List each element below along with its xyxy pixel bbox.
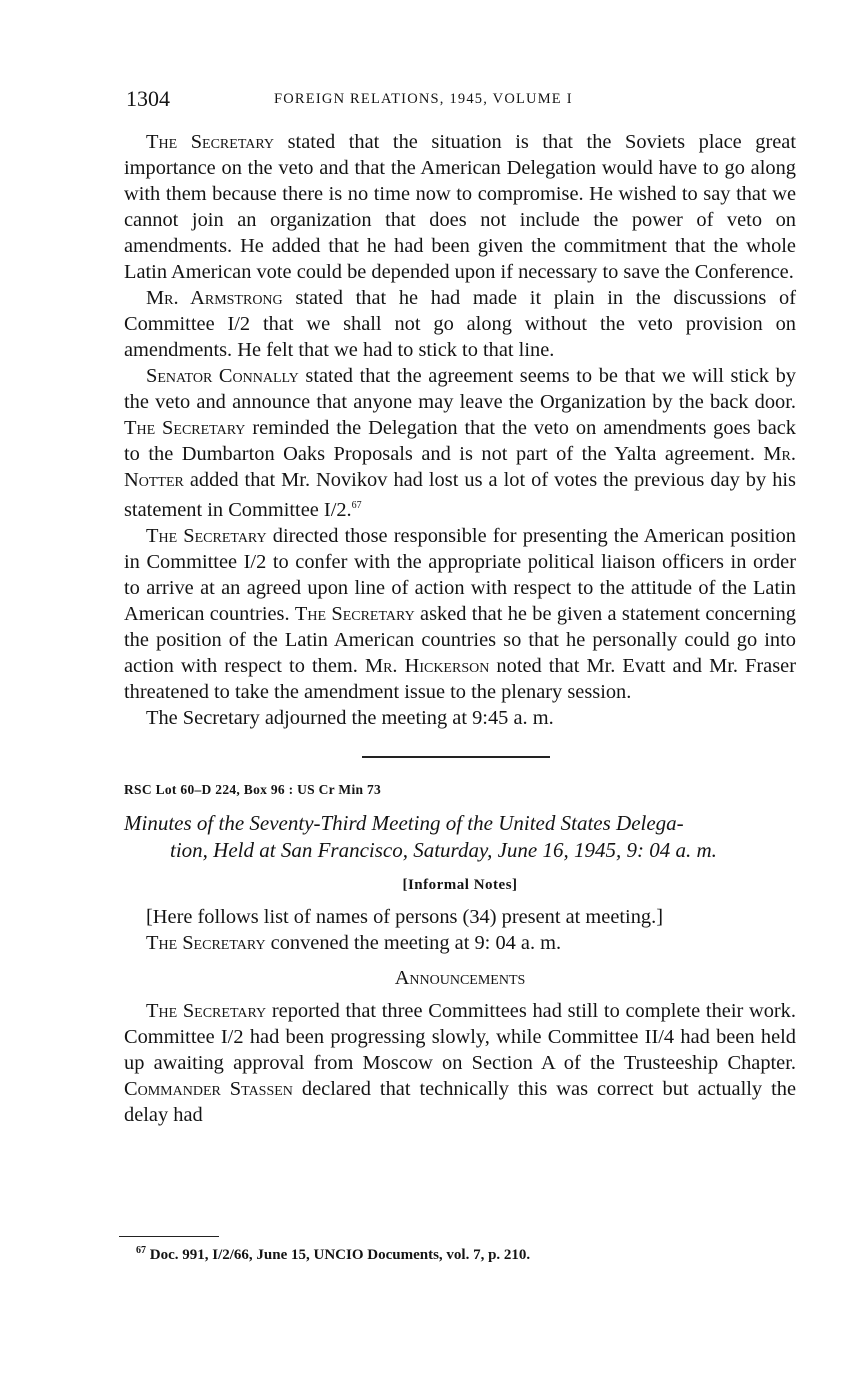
paragraph-secretary-veto bbox=[124, 129, 796, 285]
speaker-name: The Secretary bbox=[146, 999, 267, 1022]
running-title: FOREIGN RELATIONS, 1945, VOLUME I bbox=[274, 91, 573, 107]
paragraph-text: reminded the Delegation that the veto on amendments goes back to the Dumbarton Oaks Proposals and is not part of the Yalta agreement. bbox=[124, 417, 796, 465]
meeting-title-line-1: Minutes of the Seventy-Third Meeting of the United States Delega- bbox=[124, 810, 684, 835]
footnote-divider bbox=[119, 1236, 219, 1237]
paragraph-text: directed those responsible for presenting the American position in Committee I/2 to confer with the appropriate political liaison officers in order to arrive at an agreed upon line of action with respect to the attitude of the Latin American countries. bbox=[124, 524, 796, 625]
speaker-name: The Secretary bbox=[294, 602, 415, 625]
footnote-marker: 67 bbox=[136, 1245, 146, 1256]
paragraph-text: asked that he be given a statement concerning the position of the Latin American countries so that he personally could go into action with respect to them. bbox=[124, 602, 796, 677]
paragraph-convened bbox=[124, 930, 796, 956]
paragraph-committees bbox=[124, 998, 796, 1128]
speaker-name: The Secretary bbox=[146, 524, 267, 547]
paragraph-armstrong bbox=[124, 285, 796, 363]
section-heading-announcements: Announcements bbox=[394, 966, 526, 989]
paragraph-text: convened the meeting at 9: 04 a. m. bbox=[265, 931, 562, 954]
paragraph-text: noted that Mr. Evatt and Mr. Fraser threatened to take the amendment issue to the plenary session. bbox=[124, 654, 797, 703]
speaker-name: The Secretary bbox=[146, 131, 275, 153]
footnote bbox=[136, 1245, 530, 1264]
paragraph-text: added that Mr. Novikov had lost us a lot of votes the previous day by his statement in Committee I/2. bbox=[124, 469, 796, 521]
running-header bbox=[126, 86, 796, 116]
meeting-title-line-2: tion, Held at San Francisco, Saturday, June 16, 1945, 9: 04 a. m. bbox=[170, 837, 717, 862]
paragraph-attendees bbox=[124, 904, 796, 930]
paragraph-adjournment bbox=[124, 705, 796, 731]
speaker-name: Senator Connally bbox=[146, 365, 299, 387]
speaker-name: The Secretary bbox=[146, 931, 266, 954]
paragraph-text: [Here follows list of names of persons (34) present at meeting.] bbox=[146, 905, 663, 928]
speaker-name: Mr. Armstrong bbox=[146, 287, 283, 309]
paragraph-text: declared that technically this was correct but actually the delay had bbox=[124, 1077, 797, 1126]
section-divider bbox=[362, 756, 550, 758]
speaker-name: Mr. Hickerson bbox=[364, 654, 490, 677]
meeting-title bbox=[124, 810, 796, 864]
informal-notes-label: [Informal Notes] bbox=[402, 876, 518, 893]
speaker-name: The Secretary bbox=[124, 417, 246, 439]
paragraph-text: reported that three Committees had still to complete their work. Committee I/2 had been progressing slowly, while Committee II/4 had been held up awaiting approval from Moscow on Section A of the Trusteeship Chapter. bbox=[124, 999, 796, 1074]
footnote-reference: 67 bbox=[351, 500, 362, 511]
paragraph-text: stated that the situation is that the Soviets place great importance on the veto and that the American Delegation would have to go along with them because there is no time now to compromise. He wished to say that we cannot join an organization that does not include the power of veto on amendments. He added that he had been given the commitment that the whole Latin American vote could be depended upon if necessary to save the Conference. bbox=[124, 131, 797, 283]
paragraph-text: stated that the agreement seems to be that we will stick by the veto and announce that anyone may leave the Organization by the back door. bbox=[124, 365, 796, 413]
paragraph-text: The Secretary adjourned the meeting at 9:45 a. m. bbox=[146, 706, 554, 729]
footnote-text: Doc. 991, I/2/66, June 15, UNCIO Documents, vol. 7, p. 210. bbox=[146, 1247, 531, 1263]
paragraph-latin-american-position bbox=[124, 523, 796, 705]
speaker-name: Commander Stassen bbox=[124, 1077, 293, 1100]
paragraph-text: stated that he had made it plain in the discussions of Committee I/2 that we shall not go along without the veto provision on amendments. He felt that we had to stick to that line. bbox=[124, 287, 796, 361]
page-number: 1304 bbox=[126, 86, 170, 111]
speaker-name: Mr. Notter bbox=[124, 443, 796, 491]
document-reference: RSC Lot 60–D 224, Box 96 : US Cr Min 73 bbox=[124, 781, 382, 797]
paragraph-connally bbox=[124, 363, 796, 523]
body-text bbox=[124, 129, 796, 1128]
